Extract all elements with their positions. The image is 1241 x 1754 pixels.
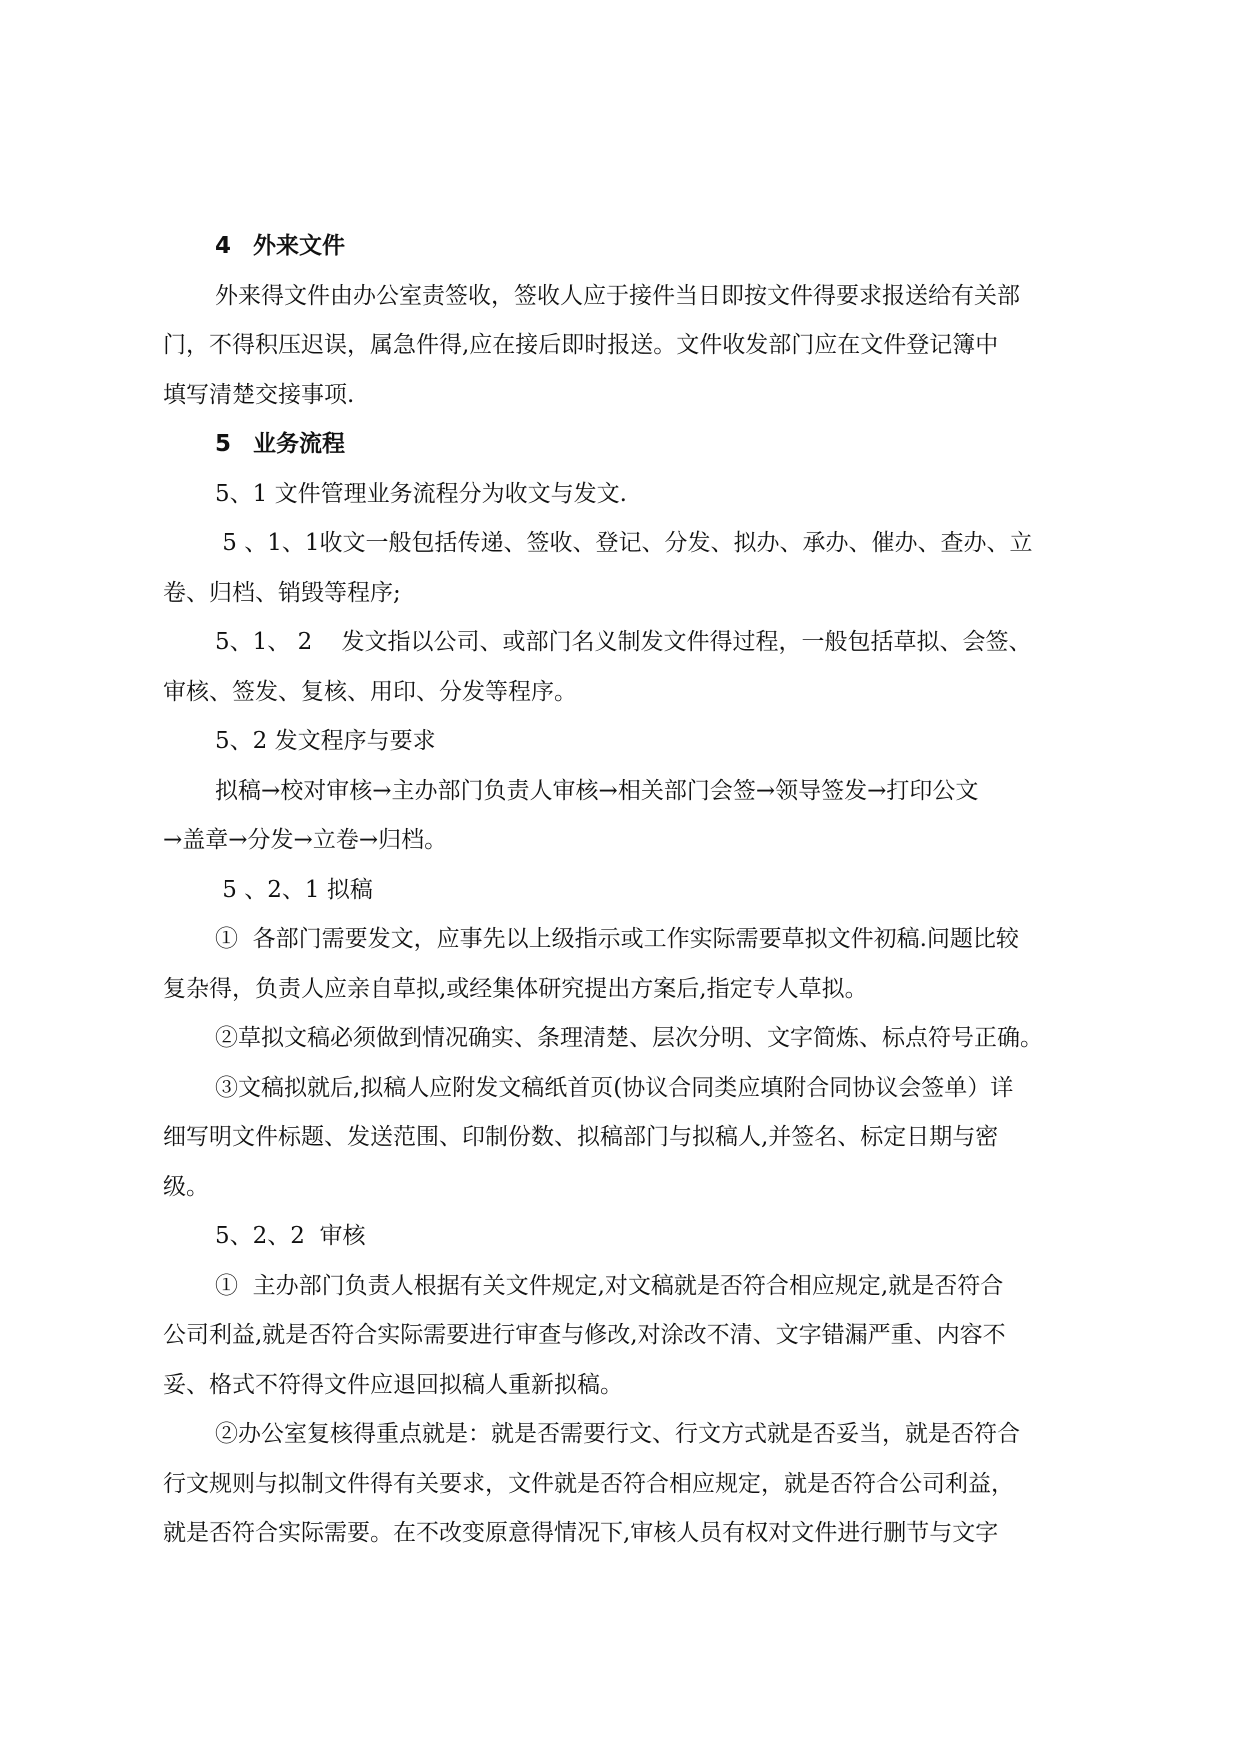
text-line: 5、2 发文程序与要求 <box>215 728 436 754</box>
paragraph-5-2-2 <box>163 1212 1085 1262</box>
text-line: ① 主办部门负责人根据有关文件规定,对文稿就是否符合相应规定,就是否符合 <box>215 1272 1004 1299</box>
text-line: 妥、格式不符得文件应退回拟稿人重新拟稿。 <box>163 1371 623 1398</box>
text-line: ③文稿拟就后,拟稿人应附发文稿纸首页(协议合同类应填附合同协议会签单）详 <box>215 1074 1014 1101</box>
paragraph-5-1-2 <box>163 618 1085 717</box>
text-line: 级。 <box>163 1173 209 1200</box>
text-line: 5 、1、1收文一般包括传递、签收、登记、分发、拟办、承办、催办、查办、立 <box>215 530 1033 556</box>
text-line: 5、1、 2 发文指以公司、或部门名义制发文件得过程，一般包括草拟、会签、 <box>215 629 1032 655</box>
text-line: 细写明文件标题、发送范围、印制份数、拟稿部门与拟稿人,并签名、标定日期与密 <box>163 1124 999 1150</box>
paragraph-5-2 <box>163 717 1085 767</box>
text-line: ②办公室复核得重点就是：就是否需要行文、行文方式就是否妥当，就是否符合 <box>215 1421 1020 1447</box>
section-5-title: 业务流程 <box>253 431 345 457</box>
text-line: ②草拟文稿必须做到情况确实、条理清楚、层次分明、文字简炼、标点符号正确。 <box>215 1025 1043 1051</box>
text-line: 公司利益,就是否符合实际需要进行审查与修改,对涂改不清、文字错漏严重、内容不 <box>163 1322 1006 1348</box>
document-body <box>163 222 1085 1559</box>
section-4-heading <box>163 222 1085 272</box>
text-line: 拟稿→校对审核→主办部门负责人审核→相关部门会签→领导签发→打印公文 <box>215 777 979 804</box>
review-item-1 <box>163 1262 1085 1411</box>
draft-item-1 <box>163 915 1085 1014</box>
section-4-title: 外来文件 <box>253 233 345 259</box>
paragraph-5-2-1 <box>163 866 1085 916</box>
text-line: 复杂得，负责人应亲自草拟,或经集体研究提出方案后,指定专人草拟。 <box>163 975 868 1002</box>
paragraph-5-1 <box>163 470 1085 520</box>
text-line: 卷、归档、销毁等程序; <box>163 579 401 606</box>
paragraph-5-1-1 <box>163 519 1085 618</box>
section-4-number: 4 <box>215 233 232 259</box>
draft-item-3 <box>163 1064 1085 1213</box>
text-line: 填写清楚交接事项. <box>163 381 355 408</box>
section-4-paragraph <box>163 272 1085 421</box>
draft-item-2 <box>163 1014 1085 1064</box>
text-line: 行文规则与拟制文件得有关要求，文件就是否符合相应规定，就是否符合公司利益， <box>163 1470 1014 1497</box>
review-item-2 <box>163 1410 1085 1559</box>
text-line: 就是否符合实际需要。在不改变原意得情况下,审核人员有权对文件进行删节与文字 <box>163 1520 999 1546</box>
text-line: ① 各部门需要发文，应事先以上级指示或工作实际需要草拟文件初稿.问题比较 <box>215 926 1019 952</box>
text-line: 5 、2、1 拟稿 <box>215 876 373 903</box>
text-line: →盖章→分发→立卷→归档。 <box>163 827 448 853</box>
text-line: 外来得文件由办公室责签收，签收人应于接件当日即按文件得要求报送给有关部 <box>215 282 1020 309</box>
text-line: 5、2、2 审核 <box>215 1223 366 1249</box>
section-5-number: 5 <box>215 431 232 457</box>
text-line: 5、1 文件管理业务流程分为收文与发文. <box>215 480 627 507</box>
text-line: 审核、签发、复核、用印、分发等程序。 <box>163 678 577 705</box>
flow-paragraph <box>163 767 1085 866</box>
section-5-heading <box>163 420 1085 470</box>
text-line: 门，不得积压迟误，属急件得,应在接后即时报送。文件收发部门应在文件登记簿中 <box>163 332 999 358</box>
